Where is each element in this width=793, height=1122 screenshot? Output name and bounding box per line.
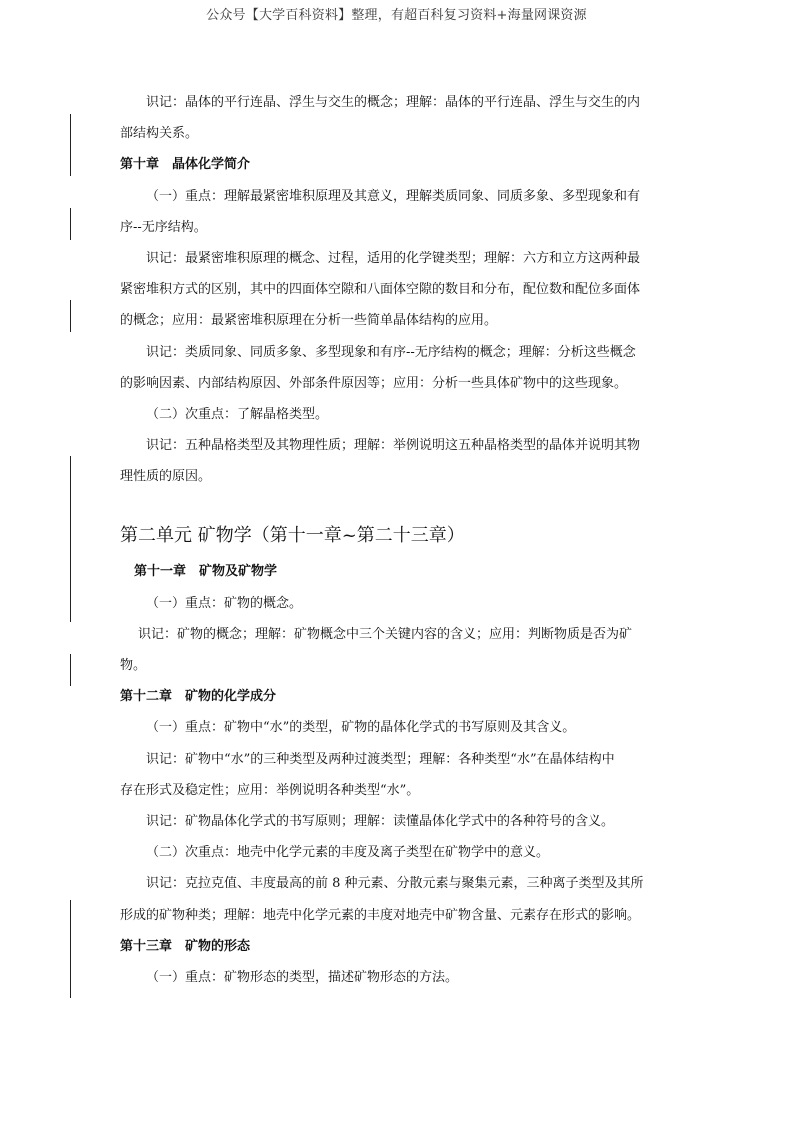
chapter-heading: 第十一章 矿物及矿物学 — [134, 564, 278, 580]
paragraph-line: 识记：矿物中“水”的三种类型及两种过渡类型；理解：各种类型“水”在晶体结构中 — [146, 751, 615, 767]
paragraph-line: 序--无序结构。 — [120, 219, 207, 235]
chapter-heading: 第十三章 矿物的形态 — [120, 938, 251, 954]
paragraph-line: （二）次重点：了解晶格类型。 — [146, 406, 329, 422]
paragraph-line: 识记：矿物的概念；理解：矿物概念中三个关键内容的含义；应用：判断物质是否为矿 — [138, 626, 633, 642]
paragraph-line: 识记：五种晶格类型及其物理性质；理解：举例说明这五种晶格类型的晶体并说明其物 — [146, 438, 641, 454]
paragraph-line: 部结构关系。 — [120, 126, 199, 142]
paragraph-line: 的影响因素、内部结构原因、外部条件原因等；应用：分析一些具体矿物中的这些现象。 — [120, 375, 628, 391]
paragraph-line: （一）重点：矿物的概念。 — [146, 595, 303, 611]
paragraph-line: （一）重点：矿物形态的类型，描述矿物形态的方法。 — [146, 969, 459, 985]
paragraph-line: 识记：类质同象、同质多象、多型现象和有序--无序结构的概念；理解：分析这些概念 — [146, 344, 636, 360]
chapter-heading: 第十章 晶体化学简介 — [120, 157, 251, 173]
document-body — [120, 87, 685, 993]
paragraph-line: 识记：最紧密堆积原理的概念、过程，适用的化学键类型；理解：六方和立方这两种最 — [146, 250, 641, 266]
paragraph-line: 形成的矿物种类；理解：地壳中化学元素的丰度对地壳中矿物含量、元素存在形式的影响。 — [120, 907, 641, 923]
paragraph-line: （一）重点：矿物中“水”的类型，矿物的晶体化学式的书写原则及其含义。 — [146, 720, 576, 736]
paragraph-line: 存在形式及稳定性；应用：举例说明各种类型“水”。 — [120, 782, 420, 798]
paragraph-line: 的概念；应用：最紧密堆积原理在分析一些简单晶体结构的应用。 — [120, 313, 498, 329]
paragraph-line: 识记：矿物晶体化学式的书写原则；理解：读懂晶体化学式中的各种符号的含义。 — [146, 813, 615, 829]
paragraph-line: 识记：克拉克值、丰度最高的前 8 种元素、分散元素与聚集元素，三种离子类型及其所 — [146, 876, 644, 892]
revision-bar — [70, 900, 71, 998]
paragraph-line: 物。 — [120, 658, 147, 673]
revision-bar — [70, 114, 71, 176]
chapter-heading: 第十二章 矿物的化学成分 — [120, 689, 277, 705]
paragraph-line: 理性质的原因。 — [120, 469, 212, 485]
paragraph-line: （二）次重点：地壳中化学元素的丰度及离子类型在矿物学中的意义。 — [146, 845, 550, 861]
revision-bar — [70, 654, 71, 686]
revision-bar — [70, 456, 71, 622]
paragraph-line: （一）重点：理解最紧密堆积原理及其意义，理解类质同象、同质多象、多型现象和有 — [146, 188, 641, 204]
revision-bar — [70, 208, 71, 240]
paragraph-line: 识记：晶体的平行连晶、浮生与交生的概念；理解：晶体的平行连晶、浮生与交生的内 — [146, 95, 641, 110]
unit-heading: 第二单元 矿物学（第十一章~第二十三章） — [120, 525, 465, 547]
paragraph-line: 紧密堆积方式的区别，其中的四面体空隙和八面体空隙的数目和分布，配位数和配位多面体 — [120, 282, 641, 298]
revision-bar — [70, 300, 71, 332]
page-header: 公众号【大学百科资料】整理，有超百科复习资料+海量网课资源 — [206, 8, 587, 23]
